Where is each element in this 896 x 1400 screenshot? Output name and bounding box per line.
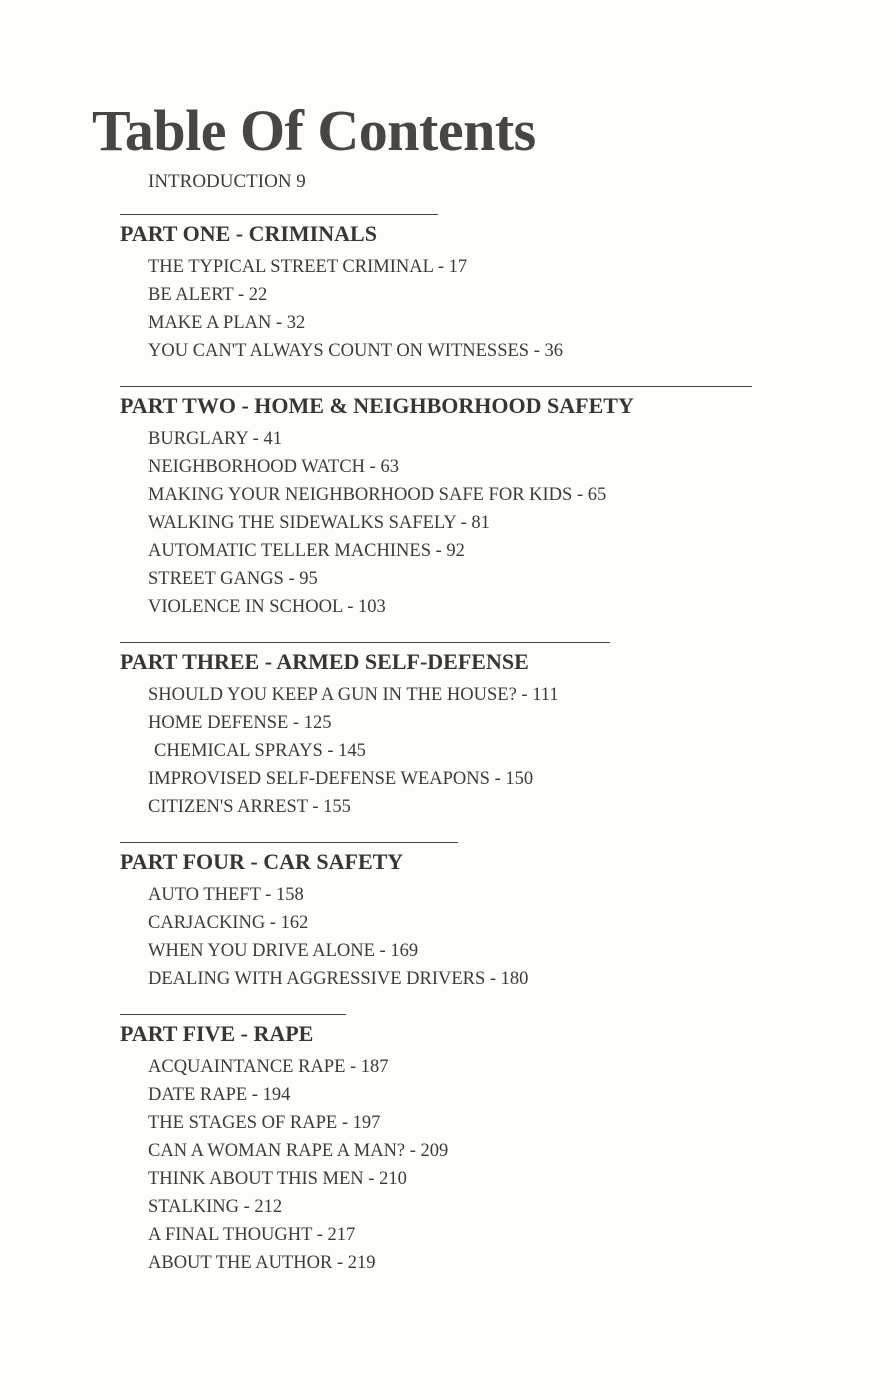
section-divider — [120, 842, 458, 843]
toc-entry: AUTO THEFT - 158 — [148, 885, 304, 905]
toc-entry: IMPROVISED SELF-DEFENSE WEAPONS - 150 — [148, 769, 534, 789]
toc-entry: VIOLENCE IN SCHOOL - 103 — [148, 597, 386, 617]
page-title: Table Of Contents — [92, 98, 536, 163]
toc-entry: STREET GANGS - 95 — [148, 569, 318, 589]
toc-entry: AUTOMATIC TELLER MACHINES - 92 — [148, 541, 465, 561]
part-heading: PART THREE - ARMED SELF-DEFENSE — [120, 649, 529, 674]
part-five-section — [118, 1014, 448, 1277]
toc-entry: CAN A WOMAN RAPE A MAN? - 209 — [148, 1141, 449, 1161]
toc-entry: BURGLARY - 41 — [148, 429, 282, 449]
toc-entry: THE STAGES OF RAPE - 197 — [148, 1113, 381, 1133]
toc-entry: SHOULD YOU KEEP A GUN IN THE HOUSE? - 111 — [148, 685, 559, 705]
toc-entry: CITIZEN'S ARREST - 155 — [148, 797, 351, 817]
toc-entry: DATE RAPE - 194 — [148, 1085, 291, 1105]
toc-entry: DEALING WITH AGGRESSIVE DRIVERS - 180 — [148, 969, 529, 989]
toc-entry: WALKING THE SIDEWALKS SAFELY - 81 — [148, 513, 490, 533]
part-two-section — [118, 386, 752, 621]
part-heading: PART TWO - HOME & NEIGHBORHOOD SAFETY — [120, 393, 634, 418]
toc-entry: A FINAL THOUGHT - 217 — [148, 1225, 356, 1245]
toc-entry: HOME DEFENSE - 125 — [148, 713, 332, 733]
toc-entry: WHEN YOU DRIVE ALONE - 169 — [148, 941, 419, 961]
part-three-section — [118, 642, 610, 821]
entry-list — [118, 253, 563, 365]
toc-entry: ABOUT THE AUTHOR - 219 — [148, 1253, 376, 1273]
toc-entry: NEIGHBORHOOD WATCH - 63 — [148, 457, 399, 477]
toc-entry: CARJACKING - 162 — [148, 913, 309, 933]
part-heading: PART ONE - CRIMINALS — [120, 221, 377, 246]
toc-entry: YOU CAN'T ALWAYS COUNT ON WITNESSES - 36 — [148, 341, 563, 361]
section-divider — [120, 214, 438, 215]
toc-entry: THE TYPICAL STREET CRIMINAL - 17 — [148, 257, 468, 277]
toc-entry: CHEMICAL SPRAYS - 145 — [154, 741, 366, 761]
part-four-section — [118, 842, 528, 993]
entry-list — [118, 425, 752, 621]
part-heading: PART FIVE - RAPE — [120, 1021, 314, 1046]
section-divider — [120, 386, 752, 387]
part-one-section — [118, 214, 563, 365]
toc-entry: THINK ABOUT THIS MEN - 210 — [148, 1169, 407, 1189]
section-divider — [120, 1014, 346, 1015]
entry-list — [118, 681, 610, 821]
toc-entry: ACQUAINTANCE RAPE - 187 — [148, 1057, 389, 1077]
section-divider — [120, 642, 610, 643]
entry-list — [118, 881, 528, 993]
toc-entry: MAKING YOUR NEIGHBORHOOD SAFE FOR KIDS - 65 — [148, 485, 607, 505]
introduction-entry: INTRODUCTION 9 — [148, 171, 306, 192]
toc-entry: MAKE A PLAN - 32 — [148, 313, 306, 333]
toc-entry: BE ALERT - 22 — [148, 285, 268, 305]
toc-entry: STALKING - 212 — [148, 1197, 283, 1217]
part-heading: PART FOUR - CAR SAFETY — [120, 849, 404, 874]
entry-list — [118, 1053, 448, 1277]
